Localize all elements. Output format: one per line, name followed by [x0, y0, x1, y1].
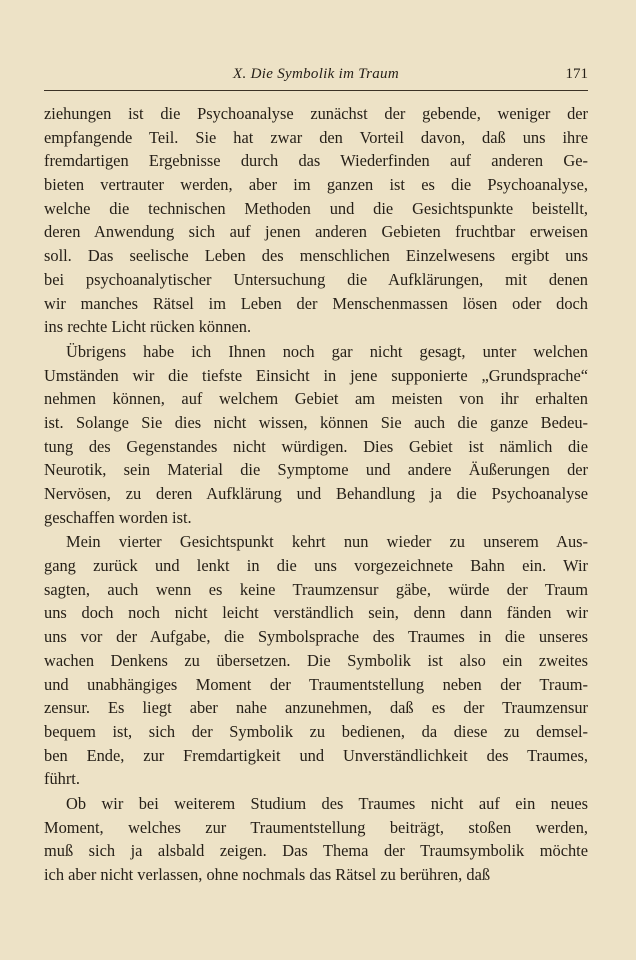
text-line: tung des Gegenstandes nicht würdigen. Dies Gebiet ist nämlich die [44, 436, 588, 456]
text-line: führt. [44, 769, 80, 789]
text-line: bieten vertrauter werden, aber im ganzen ist es die Psychoanalyse, [44, 175, 588, 195]
running-head-title: X. Die Symbolik im Traum [233, 66, 399, 82]
text-line: uns vor der Aufgabe, die Symbolsprache des Traumes in die unseres [44, 627, 588, 647]
text-line: Neurotik, sein Material die Symptome und andere Äußerungen der [44, 460, 588, 480]
text-line: bei psychoanalytischer Untersuchung die Aufklärungen, mit denen [44, 269, 588, 289]
text-line: Mein vierter Gesichtspunkt kehrt nun wieder zu unserem Aus- [66, 532, 588, 552]
text-line: fremdartigen Ergebnisse durch das Wiederfinden auf anderen Ge- [44, 151, 588, 171]
text-line: deren Anwendung sich auf jenen anderen Gebieten fruchtbar erweisen [44, 222, 588, 242]
text-line: wachen Denkens zu übersetzen. Die Symbolik ist also ein zweites [44, 650, 588, 670]
page-number: 171 [565, 66, 588, 82]
text-line: empfangende Teil. Sie hat zwar den Vorteil davon, daß uns ihre [44, 127, 588, 147]
text-line: ich aber nicht verlassen, ohne nochmals das Rätsel zu berühren, daß [44, 865, 491, 884]
text-line: Ob wir bei weiterem Studium des Traumes nicht auf ein neues [66, 793, 588, 813]
text-line: ziehungen ist die Psychoanalyse zunächst der gebende, weniger der [44, 104, 588, 123]
header-rule [44, 90, 588, 91]
paragraph [44, 102, 588, 339]
paragraph [44, 340, 588, 530]
text-line: nehmen können, auf welchem Gebiet am meisten von ihr erhalten [44, 389, 588, 409]
text-line: ben Ende, zur Fremdartigkeit und Unverständlichkeit des Traumes, [44, 745, 588, 765]
text-line: soll. Das seelische Leben des menschlichen Einzelwesens ergibt uns [44, 246, 588, 266]
running-head [44, 66, 588, 88]
text-line: geschaffen worden ist. [44, 507, 192, 527]
paragraph [44, 792, 588, 887]
text-line: sagten, auch wenn es keine Traumzensur gäbe, würde der Traum [44, 579, 588, 599]
text-line: muß sich ja alsbald zeigen. Das Thema der Traumsymbolik möchte [44, 841, 588, 861]
text-line: zensur. Es liegt aber nahe anzunehmen, daß es der Traumzensur [44, 698, 588, 718]
body-text [44, 102, 588, 887]
text-line: Übrigens habe ich Ihnen noch gar nicht gesagt, unter welchen [66, 341, 588, 361]
text-line: welche die technischen Methoden und die Gesichtspunkte beistellt, [44, 198, 588, 218]
text-line: und unabhängiges Moment der Traumentstellung neben der Traum- [44, 674, 588, 694]
text-line: ins rechte Licht rücken können. [44, 317, 252, 337]
text-line: gang zurück und lenkt in die uns vorgezeichnete Bahn ein. Wir [44, 556, 588, 576]
text-line: Nervösen, zu deren Aufklärung und Behandlung ja die Psychoanalyse [44, 484, 588, 503]
text-line: uns doch noch nicht leicht verständlich sein, denn dann fänden wir [44, 603, 588, 623]
text-line: wir manches Rätsel im Leben der Menschenmassen lösen oder doch [44, 293, 588, 313]
text-line: Umständen wir die tiefste Einsicht in jene supponierte „Grundsprache“ [44, 365, 588, 385]
text-line: bequem ist, sich der Symbolik zu bedienen, da diese zu demsel- [44, 721, 588, 741]
text-line: Moment, welches zur Traumentstellung beiträgt, stoßen werden, [44, 817, 588, 837]
paragraph [44, 530, 588, 791]
text-line: ist. Solange Sie dies nicht wissen, können Sie auch die ganze Bedeu- [44, 412, 588, 432]
